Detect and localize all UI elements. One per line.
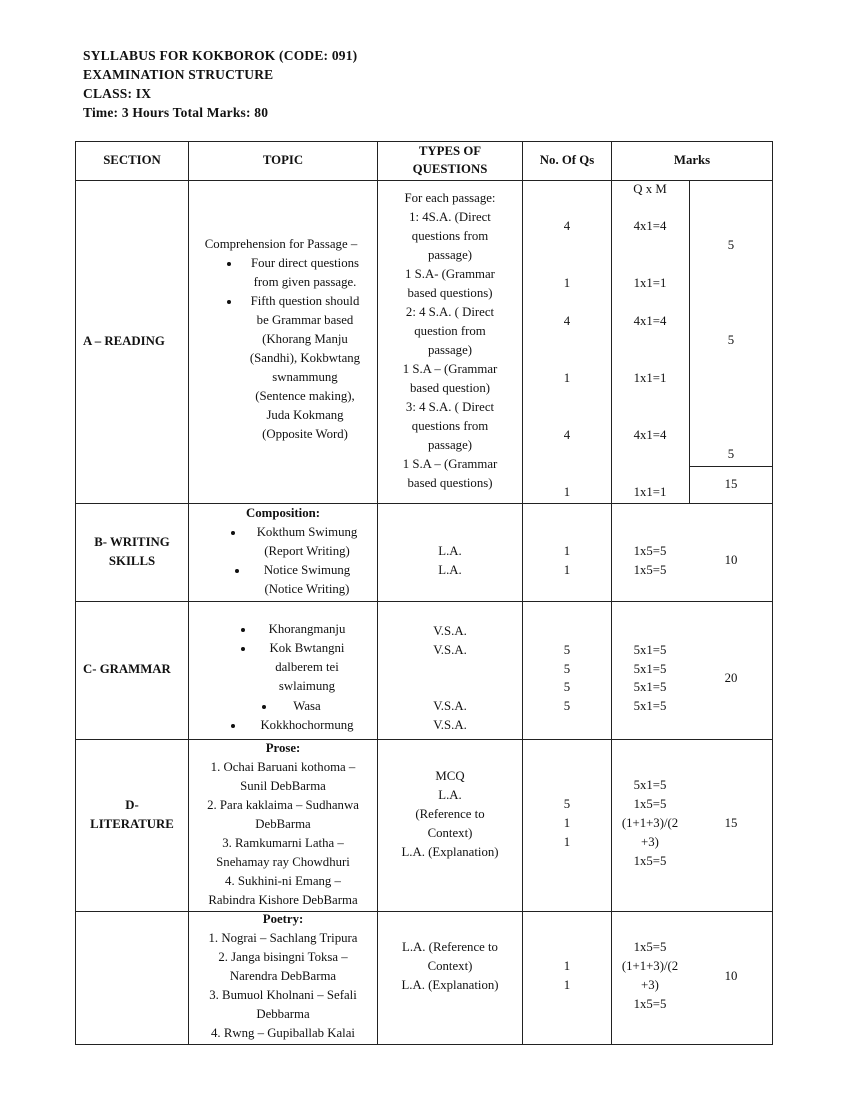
reading-topic-line: (Khorang Manju <box>262 332 348 346</box>
writing-qxm: 1x5=5 <box>633 563 667 577</box>
poetry-qxm: 1x5=5 <box>633 940 667 954</box>
section-literature-line2: LITERATURE <box>90 817 174 831</box>
prose-heading: Prose: <box>265 741 301 755</box>
reading-type-line: questions from <box>411 419 489 433</box>
col-divider-section <box>188 141 189 1045</box>
time-marks-label: Time: 3 Hours Total Marks: 80 <box>83 105 269 120</box>
prose-qxm: (1+1+3)/(2 <box>621 816 679 830</box>
reading-topic-line: from given passage. <box>253 275 357 289</box>
reading-qxm: 1x1=1 <box>633 276 667 290</box>
poetry-noqs: 1 <box>563 978 571 992</box>
prose-qxm: +3) <box>641 835 659 849</box>
grammar-type: V.S.A. <box>433 643 467 657</box>
prose-line: 4. Sukhini-ni Emang – <box>225 874 341 888</box>
qxm-subheader: Q x M <box>633 182 667 196</box>
reading-qxm: 1x1=1 <box>633 371 667 385</box>
poetry-line: 2. Janga bisingni Toksa – <box>218 950 348 964</box>
reading-type-line: questions from <box>411 229 489 243</box>
poetry-qxm: +3) <box>641 978 659 992</box>
prose-noqs: 1 <box>563 816 571 830</box>
reading-type-line: 1 S.A – (Grammar <box>402 362 498 376</box>
prose-qxm: 5x1=5 <box>633 778 667 792</box>
class-label: CLASS: IX <box>83 86 152 101</box>
writing-type: L.A. <box>438 563 462 577</box>
prose-type: L.A. <box>438 788 462 802</box>
grammar-topic-line: swlaimung <box>278 679 336 693</box>
poetry-heading: Poetry: <box>262 912 304 926</box>
grammar-row-divider <box>75 739 773 740</box>
prose-line: Sunil DebBarma <box>240 779 326 793</box>
reading-topic-line: Comprehension for Passage – <box>204 237 358 251</box>
reading-qxm: 4x1=4 <box>633 219 667 233</box>
reading-type-line: question from <box>414 324 486 338</box>
reading-topic-line: swnammung <box>272 370 338 384</box>
prose-qxm: 1x5=5 <box>633 854 667 868</box>
table-border-left <box>75 141 76 1045</box>
col-header-types-line2: QUESTIONS <box>412 162 488 176</box>
bullet-icon <box>262 705 266 709</box>
poetry-qxm: (1+1+3)/(2 <box>621 959 679 973</box>
writing-total: 10 <box>724 553 738 567</box>
col-header-marks: Marks <box>673 153 711 167</box>
writing-qxm: 1x5=5 <box>633 544 667 558</box>
reading-topic-line: (Sentence making), <box>255 389 355 403</box>
grammar-noqs: 5 <box>563 643 571 657</box>
poetry-total: 10 <box>724 969 738 983</box>
reading-topic-line: be Grammar based <box>256 313 354 327</box>
poetry-line: Debbarma <box>256 1007 310 1021</box>
reading-noqs: 4 <box>563 219 571 233</box>
reading-subtotal-divider <box>689 466 773 467</box>
prose-line: Rabindra Kishore DebBarma <box>208 893 358 907</box>
section-reading: A – READING <box>83 334 165 348</box>
reading-type-line: 1: 4S.A. (Direct <box>409 210 491 224</box>
poetry-qxm: 1x5=5 <box>633 997 667 1011</box>
grammar-topic-line: Kokkhochormung <box>260 718 354 732</box>
writing-topic-line: Kokthum Swimung <box>256 525 358 539</box>
poetry-line: 1. Nograi – Sachlang Tripura <box>208 931 358 945</box>
reading-row-divider <box>75 503 773 504</box>
col-header-topic: TOPIC <box>262 153 304 167</box>
grammar-topic-line: Wasa <box>293 699 321 713</box>
section-literature: D- <box>125 798 139 812</box>
grammar-qxm: 5x1=5 <box>633 699 667 713</box>
writing-noqs: 1 <box>563 544 571 558</box>
syllabus-table <box>75 141 773 1045</box>
col-header-section: SECTION <box>103 153 161 167</box>
reading-type-line: based question) <box>410 381 490 395</box>
reading-qxm: 4x1=4 <box>633 314 667 328</box>
prose-line: Snehamay ray Chowdhuri <box>216 855 350 869</box>
grammar-topic-line: Kok Bwtangni <box>269 641 345 655</box>
col-divider-noqs <box>611 141 612 1045</box>
col-divider-types <box>522 141 523 1045</box>
table-border-right <box>772 141 773 1045</box>
grammar-qxm: 5x1=5 <box>633 662 667 676</box>
poetry-type: L.A. (Reference to <box>402 940 498 954</box>
bullet-icon <box>241 647 245 651</box>
grammar-type: V.S.A. <box>433 699 467 713</box>
reading-subtotal: 5 <box>727 238 735 252</box>
reading-type-line: passage) <box>427 248 473 262</box>
reading-noqs: 4 <box>563 314 571 328</box>
bullet-icon <box>235 569 239 573</box>
reading-type-line: based questions) <box>407 286 493 300</box>
prose-type: (Reference to <box>415 807 485 821</box>
reading-type-line: For each passage: <box>404 191 496 205</box>
poetry-line: Narendra DebBarma <box>229 969 337 983</box>
bullet-icon <box>241 628 245 632</box>
prose-row-divider <box>75 911 773 912</box>
reading-type-line: passage) <box>427 438 473 452</box>
grammar-type: V.S.A. <box>433 718 467 732</box>
writing-topic-line: (Notice Writing) <box>264 582 350 596</box>
section-writing-line2: SKILLS <box>108 554 156 568</box>
header-row-divider <box>75 180 773 181</box>
section-grammar: C- GRAMMAR <box>83 662 171 676</box>
prose-noqs: 5 <box>563 797 571 811</box>
poetry-noqs: 1 <box>563 959 571 973</box>
grammar-topic-line: dalberem tei <box>275 660 339 674</box>
prose-line: 1. Ochai Baruani kothoma – <box>210 760 356 774</box>
table-border-bottom <box>75 1044 773 1045</box>
col-divider-qxm <box>689 180 690 503</box>
writing-topic-line: (Report Writing) <box>264 544 350 558</box>
prose-line: DebBarma <box>255 817 311 831</box>
grammar-qxm: 5x1=5 <box>633 680 667 694</box>
poetry-line: 4. Rwng – Gupiballab Kalai <box>211 1026 355 1040</box>
prose-total: 15 <box>724 816 738 830</box>
reading-topic-line: Fifth question should <box>250 294 360 308</box>
poetry-type: Context) <box>427 959 473 973</box>
bullet-icon <box>231 724 235 728</box>
exam-structure-heading: EXAMINATION STRUCTURE <box>83 67 274 82</box>
reading-type-line: based questions) <box>407 476 493 490</box>
grammar-qxm: 5x1=5 <box>633 643 667 657</box>
writing-noqs: 1 <box>563 563 571 577</box>
col-divider-topic <box>377 141 378 1045</box>
document-header <box>83 46 357 122</box>
poetry-line: 3. Bumuol Kholnani – Sefali <box>209 988 357 1002</box>
grammar-topic-line: Khorangmanju <box>268 622 346 636</box>
bullet-icon <box>231 531 235 535</box>
prose-type: MCQ <box>435 769 465 783</box>
col-header-types-line1: TYPES OF <box>418 144 482 158</box>
reading-topic-line: (Opposite Word) <box>262 427 348 441</box>
syllabus-title: SYLLABUS FOR KOKBOROK (CODE: 091) <box>83 48 358 63</box>
bullet-icon <box>227 300 231 304</box>
reading-subtotal: 5 <box>727 447 735 461</box>
reading-noqs: 1 <box>563 371 571 385</box>
reading-qxm: 4x1=4 <box>633 428 667 442</box>
writing-row-divider <box>75 601 773 602</box>
reading-type-line: 1 S.A- (Grammar <box>405 267 495 281</box>
poetry-type: L.A. (Explanation) <box>401 978 499 992</box>
reading-type-line: 1 S.A – (Grammar <box>402 457 498 471</box>
prose-type: L.A. (Explanation) <box>401 845 499 859</box>
grammar-noqs: 5 <box>563 662 571 676</box>
reading-topic-line: Juda Kokmang <box>266 408 344 422</box>
section-writing: B- WRITING <box>94 535 170 549</box>
grammar-total: 20 <box>724 671 738 685</box>
prose-line: 2. Para kaklaima – Sudhanwa <box>207 798 359 812</box>
reading-subtotal: 5 <box>727 333 735 347</box>
grammar-noqs: 5 <box>563 680 571 694</box>
grammar-noqs: 5 <box>563 699 571 713</box>
writing-type: L.A. <box>438 544 462 558</box>
reading-noqs: 1 <box>563 276 571 290</box>
writing-topic-heading: Composition: <box>246 506 320 520</box>
reading-type-line: 2: 4 S.A. ( Direct <box>405 305 495 319</box>
reading-type-line: 3: 4 S.A. ( Direct <box>405 400 495 414</box>
reading-noqs: 4 <box>563 428 571 442</box>
reading-qxm: 1x1=1 <box>633 485 667 499</box>
prose-noqs: 1 <box>563 835 571 849</box>
writing-topic-line: Notice Swimung <box>263 563 351 577</box>
reading-total: 15 <box>724 477 738 491</box>
grammar-type: V.S.A. <box>433 624 467 638</box>
prose-line: 3. Ramkumarni Latha – <box>222 836 344 850</box>
bullet-icon <box>227 262 231 266</box>
prose-type: Context) <box>427 826 473 840</box>
col-header-noqs: No. Of Qs <box>539 153 595 167</box>
reading-type-line: passage) <box>427 343 473 357</box>
prose-qxm: 1x5=5 <box>633 797 667 811</box>
reading-topic-line: (Sandhi), Kokbwtang <box>249 351 361 365</box>
reading-topic-line: Four direct questions <box>250 256 360 270</box>
reading-noqs: 1 <box>563 485 571 499</box>
